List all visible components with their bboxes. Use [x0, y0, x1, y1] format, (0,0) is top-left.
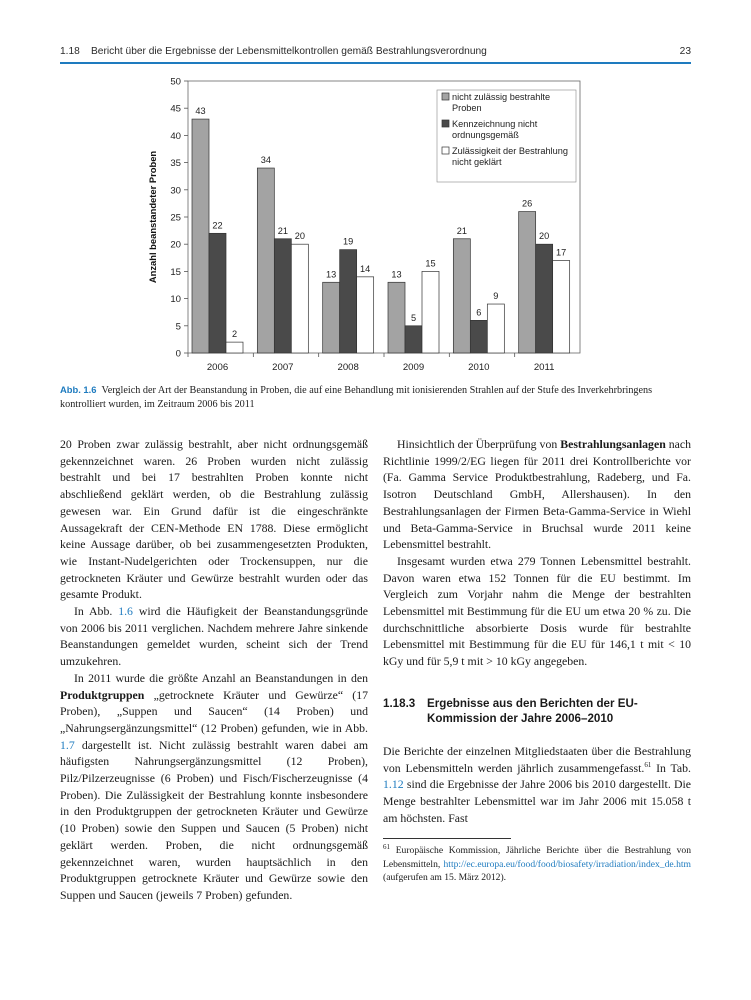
x-tick-label: 2007: [272, 362, 294, 373]
y-tick-label: 10: [170, 294, 181, 306]
text-run: wird die Häufigkeit der Beanstandungsgründe von 2006 bis 2011 verglichen. Nachdem mehrere Jahre sinkende Beanstandungen gemeldet wurden, scheint sich der Trend umzukehren.: [60, 604, 369, 669]
page-number: 23: [679, 46, 691, 57]
text-run: In Abb.: [74, 604, 113, 619]
bar: [536, 244, 553, 353]
legend-swatch: [442, 120, 449, 127]
bar: [519, 212, 536, 353]
footnote-rule: [383, 838, 511, 839]
bar-chart: [140, 70, 600, 375]
figure-link[interactable]: 1.7: [60, 737, 75, 752]
data-label: 13: [326, 269, 337, 280]
data-label: 14: [360, 263, 371, 274]
legend-label: Proben: [452, 103, 482, 113]
data-label: 20: [539, 231, 550, 242]
paragraph: Insgesamt wurden etwa 279 Tonnen Lebensmittel bestrahlt. Davon waren etwa 152 Tonnen für die EU bestimmt. Im Vergleich zum Vorjahr nahm die Menge der bestrahlten Lebensmittel mit Bestimmung für die EU um etwa 20 % zu. Die durchschnittliche absorbierte Dosis wurde für bestrahlte Lebensmittel mit Bestimmung für die EU für 146,1 t mit < 10 kGy und für 5,9 t mit > 10 kGy angegeben.: [383, 553, 691, 669]
data-label: 22: [212, 220, 223, 231]
x-tick-label: 2011: [533, 362, 555, 373]
data-label: 21: [277, 225, 288, 236]
legend-label: nicht zulässig bestrahlte: [452, 92, 551, 102]
paragraph: [60, 670, 368, 904]
footnote-area: [383, 838, 691, 884]
y-tick-label: 5: [175, 321, 181, 333]
figure-caption: [60, 383, 691, 412]
footnote: [383, 844, 691, 884]
data-label: 13: [391, 269, 402, 280]
bold-term: Produktgruppen: [60, 687, 145, 702]
table-link[interactable]: 1.12: [383, 777, 404, 792]
data-label: 43: [195, 106, 206, 117]
text-run: Hinsichtlich der Überprüfung von: [397, 437, 558, 451]
data-label: 21: [456, 225, 467, 236]
y-tick-label: 30: [170, 185, 181, 197]
y-tick-label: 20: [170, 239, 181, 251]
bar: [340, 250, 357, 353]
bar: [192, 119, 209, 353]
bar: [553, 261, 570, 353]
data-label: 19: [343, 236, 354, 247]
data-label: 17: [556, 247, 567, 258]
bar: [257, 168, 274, 353]
section-number: 1.18.3: [383, 696, 416, 710]
header-rule: [60, 62, 691, 64]
text-run: nach Richtlinie 1999/2/EG liegen für 2011 drei Kontrollberichte vor (Fa. Gamma Service Produktbestrahlung, Radeberg, und Fa. Isotron Deutschland GmbH, Allershausen). In den Bestrahlungsanlagen der Firmen Beta-Gamma-Service in Wiehl und Beta-Gamma-Service in Bruchsal wurde 2011 keine Lebensmittel bestrahlt.: [383, 437, 692, 552]
bar: [422, 271, 439, 353]
y-tick-label: 45: [170, 103, 181, 115]
right-column: [383, 436, 691, 884]
y-tick-label: 50: [170, 76, 181, 88]
text-run: In Tab.: [656, 760, 692, 775]
x-tick-label: 2010: [468, 362, 490, 373]
y-tick-label: 35: [170, 158, 181, 170]
y-tick-label: 40: [170, 130, 181, 142]
legend-label: Kennzeichnung nicht: [452, 119, 538, 129]
bar: [453, 239, 470, 353]
data-label: 9: [493, 291, 499, 302]
data-label: 26: [522, 198, 533, 209]
legend-label: Zulässigkeit der Bestrahlung: [452, 146, 568, 156]
footnote-link[interactable]: http://ec.europa.eu/food/food/biosafety/irradiation/index_de.htm: [443, 858, 691, 870]
paragraph: [383, 436, 691, 553]
text-run: „getrocknete Kräuter und Gewürze“ (17 Proben), „Suppen und Saucen“ (14 Proben) und „Nahrungsergänzungsmittel“ (12 Proben) gefunden, wie in Abb.: [60, 687, 369, 735]
y-tick-label: 25: [170, 212, 181, 224]
bar: [291, 244, 308, 353]
figure-link[interactable]: 1.6: [118, 604, 133, 619]
bar: [487, 304, 504, 353]
bar: [226, 342, 243, 353]
x-tick-label: 2009: [402, 362, 425, 373]
data-label: 34: [260, 155, 271, 166]
legend-swatch: [442, 93, 449, 100]
data-label: 5: [410, 312, 417, 323]
x-tick-label: 2006: [206, 362, 229, 373]
legend-swatch: [442, 147, 449, 154]
y-axis-label: Anzahl beanstandeter Proben: [147, 150, 158, 284]
footnote-ref[interactable]: 61: [644, 760, 652, 769]
text-run: dargestellt ist. Nicht zulässig bestrahlt waren dabei am häufigsten Nahrungsergänzungsmittel (12 Proben), Pilz/Pilzerzeugnisse (6 Proben) und Fisch/Fischerzeugnisse (4 Proben). Die Zulässigkeit der Bestrahlung konnte insbesondere in den Produktgruppen der getrockneten Kräuter und Gewürze (10 Proben) sowie den Suppen und Saucen (5 Proben) nicht geklärt werden. Proben, die nicht ordnungsgemäß gekennzeichnet waren, wurden hauptsächlich in den Produktgruppen getrocknete Kräuter und Gewürze sowie den Suppen und Saucen (jeweils 7 Proben) gefunden.: [60, 737, 368, 902]
bold-term: Bestrahlungsanlagen: [560, 437, 666, 451]
section-title: Ergebnisse aus den Berichten der EU-Kommission der Jahre 2006–2010: [427, 696, 638, 725]
bar: [405, 326, 422, 353]
text-run: Die Berichte der einzelnen Mitgliedstaaten über die Bestrahlung von Lebensmitteln werden jährlich zusammengefasst.: [383, 743, 691, 775]
footnote-number: 61: [383, 843, 390, 852]
paragraph: [60, 603, 368, 670]
y-tick-label: 0: [175, 348, 181, 360]
bar: [357, 277, 374, 353]
data-label: 20: [294, 231, 305, 242]
text-run: (aufgerufen am 15. März 2012).: [383, 871, 507, 883]
y-tick-label: 15: [170, 266, 181, 278]
bar: [323, 282, 340, 353]
section-heading: [383, 696, 691, 726]
data-label: 2: [231, 329, 238, 340]
text-run: Europäische Kommission, Jährliche Berichte über die Bestrahlung von Lebensmitteln,: [383, 845, 691, 870]
caption-text: Vergleich der Art der Beanstandung in Proben, die auf eine Behandlung mit ionisierenden Strahlen auf der Stufe des Inverkehrbringens kontrolliert wurden, im Zeitraum 2006 bis 2011: [60, 385, 653, 410]
legend-label: ordnungsgemäß: [452, 130, 519, 140]
bar: [388, 282, 405, 353]
bar: [274, 239, 291, 353]
paragraph: [383, 743, 691, 827]
data-label: 6: [476, 307, 482, 318]
header-title: Bericht über die Ergebnisse der Lebensmittelkontrollen gemäß Bestrahlungsverordnung: [91, 46, 487, 57]
paragraph: 20 Proben zwar zulässig bestrahlt, aber nicht ordnungsgemäß gekennzeichnet waren. 26 Proben wurden nicht zulässig bestrahlt und bei 17 bestrahlten Proben konnte nicht abschließend geklärt werden, ob die Bestrahlung zulässig gewesen war. Ein Grund dafür ist die eingeschränkte Aussagekraft der CEN-Methode EN 1788. Diese ermöglicht keine Aussage darüber, ob bei zusammengesetzten Produkten, wie Instant-Nudelgerichten oder Trockensuppen, nur die getrockneten Kräuter und Gewürze bestrahlt wurden oder das gesamte Produkt.: [60, 437, 368, 602]
bar: [470, 320, 487, 353]
left-column: [60, 436, 368, 904]
bar: [209, 233, 226, 353]
text-run: sind die Ergebnisse der Jahre 2006 bis 2010 dargestellt. Die Menge bestrahlter Lebensmittel war im Jahr 2006 mit 15.058 t am höchsten. Fast: [383, 777, 692, 825]
data-label: 15: [425, 258, 436, 269]
legend-label: nicht geklärt: [452, 157, 502, 167]
text-run: In 2011 wurde die größte Anzahl an Beanstandungen in den: [74, 670, 368, 685]
header-section-number: 1.18: [60, 46, 80, 57]
figure-label: Abb. 1.6: [60, 384, 97, 395]
x-tick-label: 2008: [337, 362, 359, 373]
